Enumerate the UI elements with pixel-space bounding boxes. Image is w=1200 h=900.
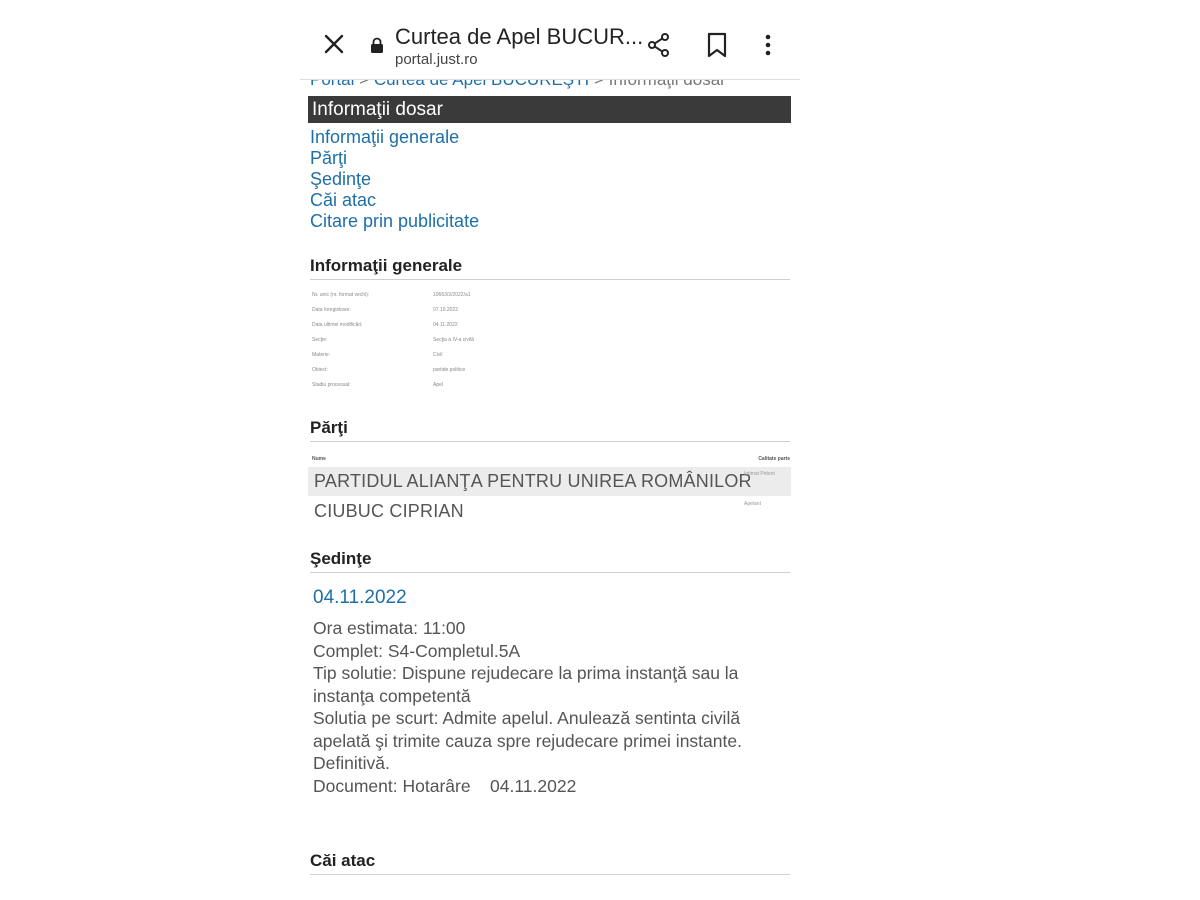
section-title-parti: Părţi xyxy=(310,418,790,442)
info-label: Materie: xyxy=(312,352,331,358)
info-label: Secţie: xyxy=(312,337,328,343)
info-value: Secţia a IV-a civilă xyxy=(433,337,474,343)
info-label: Data ultimei modificări: xyxy=(312,322,363,328)
section-title-sedinte: Şedinţe xyxy=(310,549,790,573)
section-links xyxy=(310,127,479,232)
sedinta-complet: Complet: S4-Completul.5A xyxy=(313,640,521,661)
info-label: Obiect: xyxy=(312,367,328,373)
info-value: 10663/3/2022/a1 xyxy=(433,292,471,298)
info-value: Civil xyxy=(433,352,443,358)
sedinta-solutie-scurt: Solutia pe scurt: Admite apelul. Anulează sentinta civilă apelată şi trimite cauza spre rejudecare primei instante. Definitivă. xyxy=(313,708,742,773)
link-parti[interactable]: Părţi xyxy=(310,148,348,168)
party-role: Apelant xyxy=(744,501,761,507)
url-text[interactable]: portal.just.ro xyxy=(395,51,478,68)
sedinta-date: 04.11.2022 xyxy=(313,587,407,608)
party-role: Intimat Petent xyxy=(744,471,775,477)
page-header: Informaţii dosar xyxy=(308,96,791,123)
section-title-informatii-generale: Informaţii generale xyxy=(310,256,790,280)
parti-table-header xyxy=(312,456,790,462)
browser-toolbar xyxy=(300,0,800,80)
link-citare-prin-publicitate[interactable]: Citare prin publicitate xyxy=(310,211,480,231)
info-value: 04.11.2022 xyxy=(433,322,458,328)
info-value: Apel xyxy=(433,382,444,388)
sedinta-tip-solutie: Tip solutie: Dispune rejudecare la prima instanţă sau la instanţa competentă xyxy=(313,663,739,706)
link-informatii-generale[interactable]: Informaţii generale xyxy=(310,127,460,147)
party-name: PARTIDUL ALIANŢA PENTRU UNIREA ROMÂNILOR xyxy=(314,471,752,491)
tab-title: Curtea de Apel BUCUR... xyxy=(395,24,644,49)
phone-screen xyxy=(300,0,800,900)
section-title-cai-atac: Căi atac xyxy=(310,851,790,875)
sedinta-document: Document: Hotarâre 04.11.2022 xyxy=(313,775,577,796)
column-header-calitate: Calitate parte xyxy=(758,456,790,462)
sedinta-ora: Ora estimata: 11:00 xyxy=(313,618,466,638)
lock-icon xyxy=(370,37,384,53)
info-label: Stadiu procesual: xyxy=(312,382,351,388)
party-name: CIUBUC CIPRIAN xyxy=(314,501,464,521)
share-icon[interactable] xyxy=(645,31,673,59)
link-cai-atac[interactable]: Căi atac xyxy=(310,190,377,210)
column-header-nume: Nume xyxy=(312,456,326,462)
info-label: Data înregistrare: xyxy=(312,307,351,313)
sedinta-details xyxy=(313,617,783,797)
table-row xyxy=(308,497,791,526)
link-sedinte[interactable]: Şedinţe xyxy=(310,169,372,189)
more-vert-icon[interactable] xyxy=(758,32,778,58)
info-label: Nr. unic (nr. format vechi): xyxy=(312,292,370,298)
bookmark-icon[interactable] xyxy=(705,32,729,58)
info-value: 07.10.2022 xyxy=(433,307,459,313)
toolbar-divider xyxy=(300,79,800,80)
info-value: partide politice xyxy=(433,367,466,373)
table-row xyxy=(308,467,791,496)
close-icon[interactable] xyxy=(320,30,348,58)
